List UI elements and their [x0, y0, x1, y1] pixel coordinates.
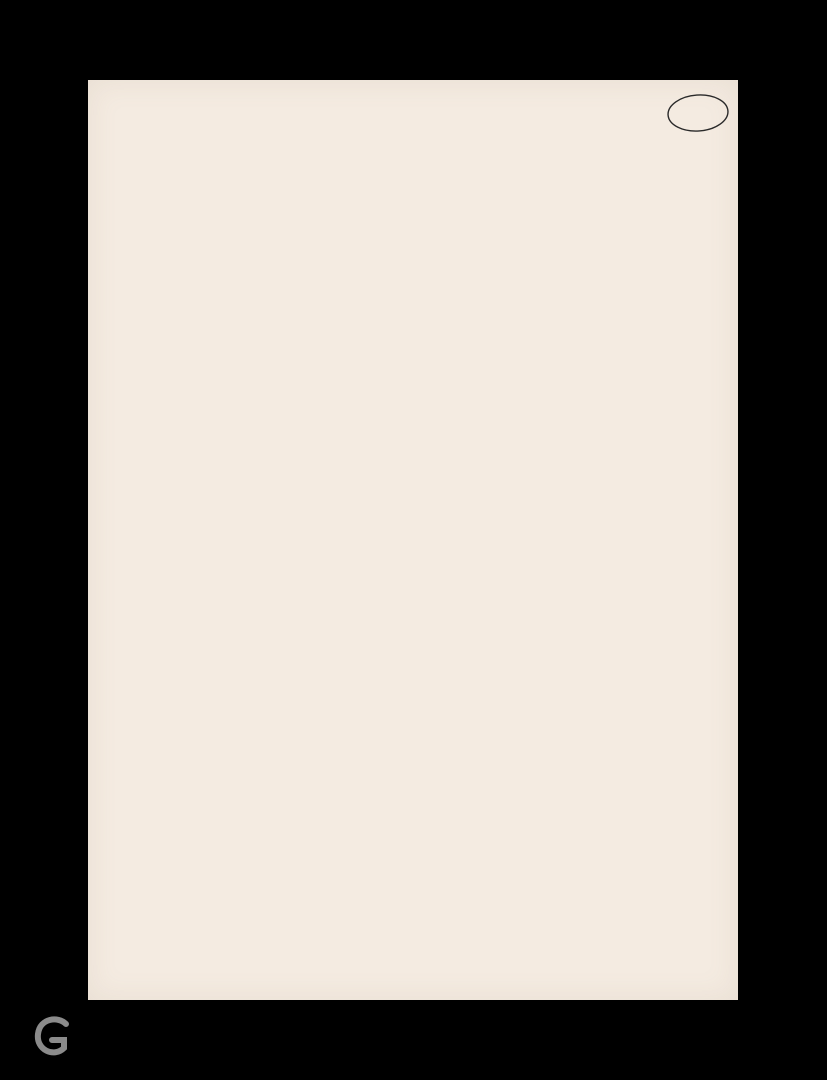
archive-watermark [4, 992, 204, 1072]
g-swirl-icon [32, 1014, 72, 1064]
circle-mark-icon [664, 90, 733, 137]
handwritten-page-number [664, 90, 733, 137]
document-page [88, 80, 738, 1000]
